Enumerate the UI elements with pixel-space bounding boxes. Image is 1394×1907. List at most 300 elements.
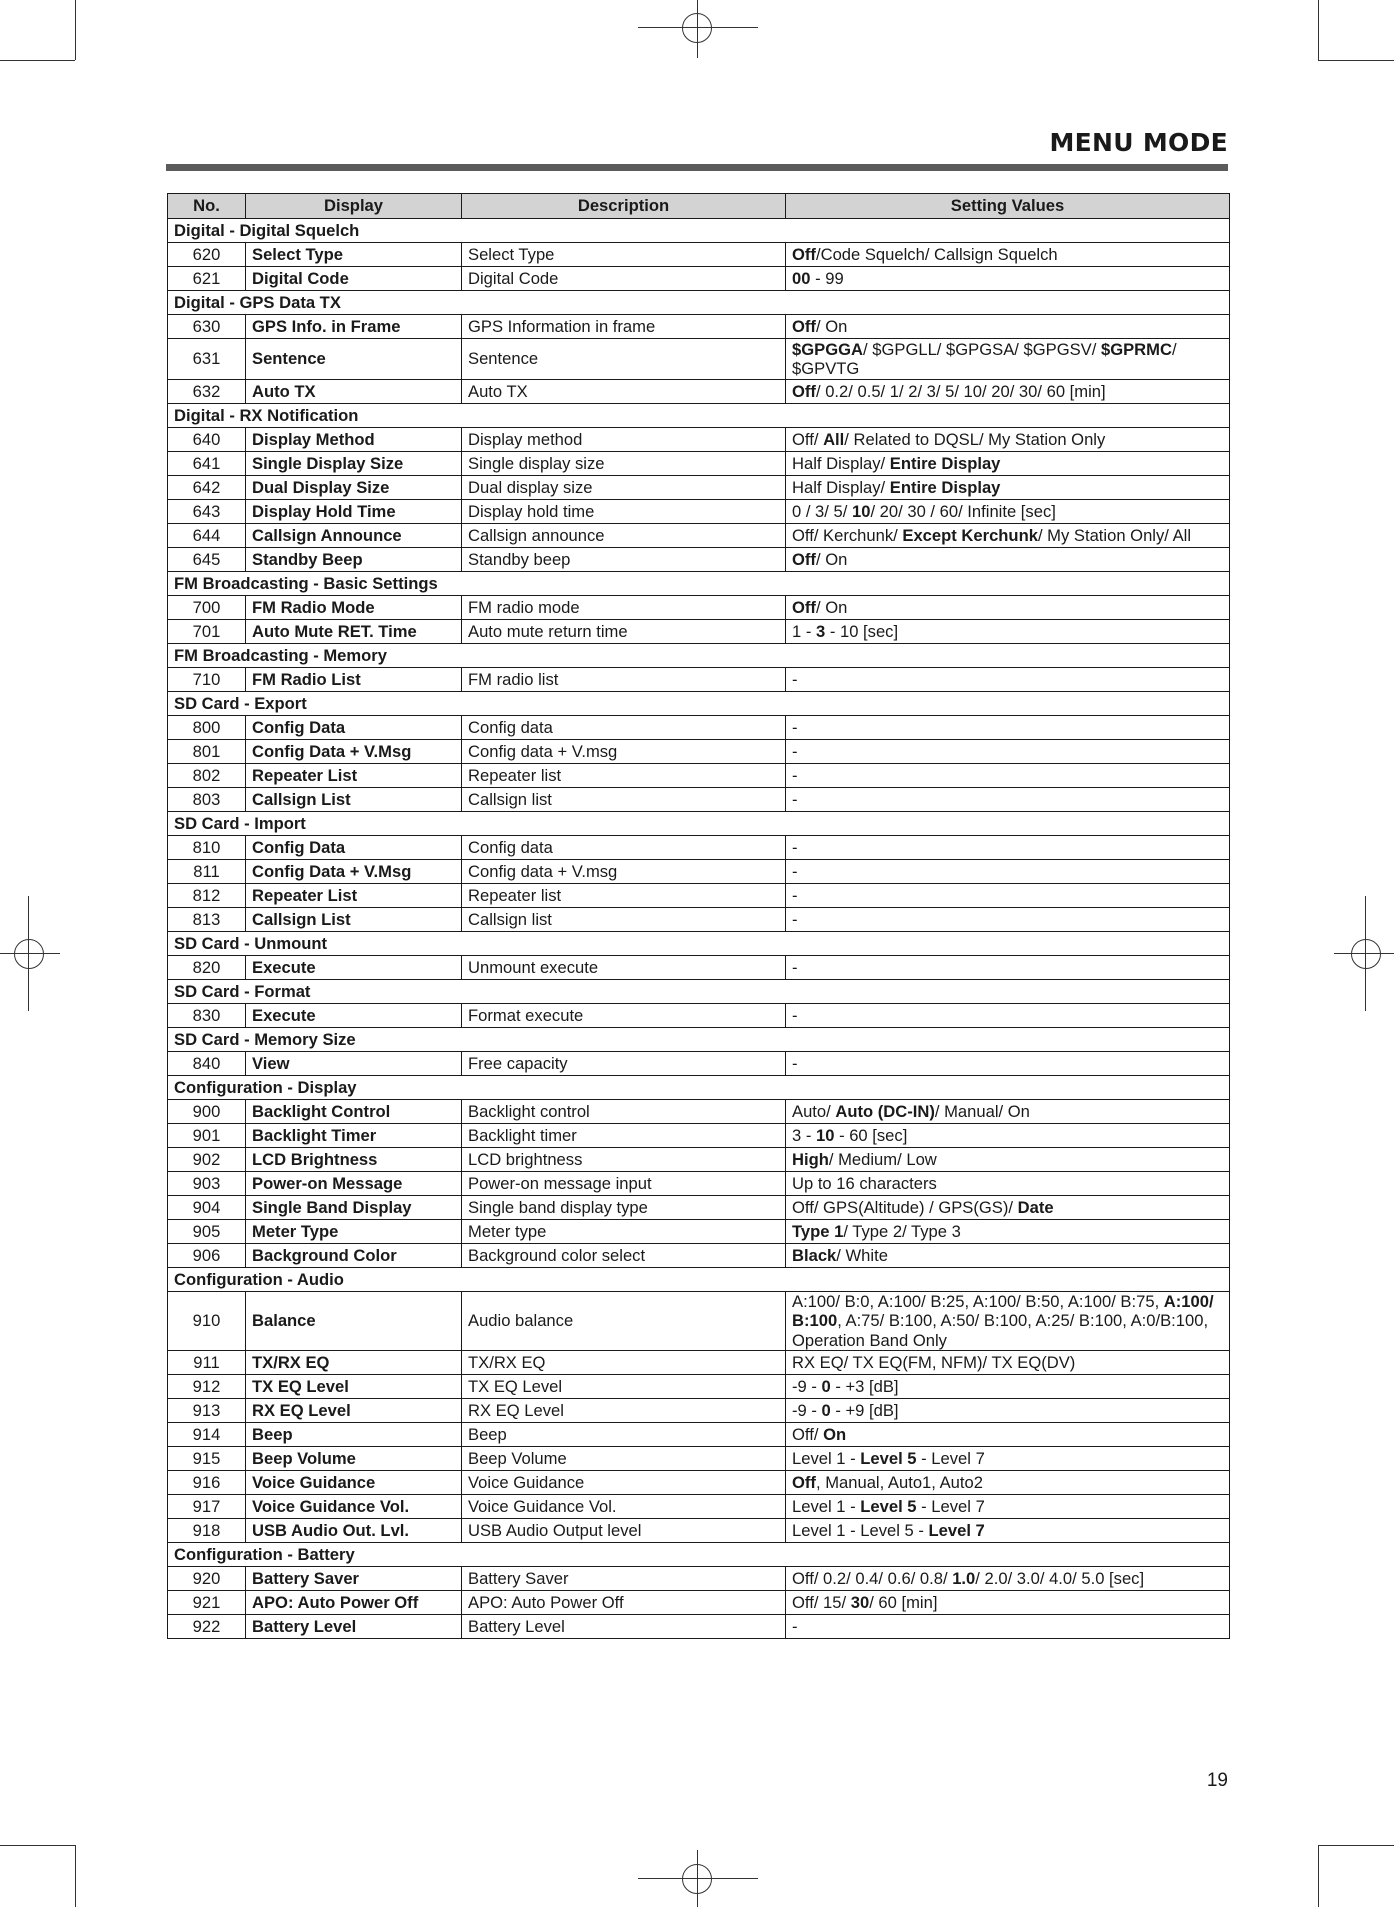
description-cell: TX/RX EQ <box>462 1351 786 1375</box>
menu-number-cell: 830 <box>168 1004 246 1028</box>
setting-values-cell <box>786 740 1230 764</box>
display-name-cell: Execute <box>246 1004 462 1028</box>
value-text: - <box>792 861 798 881</box>
value-text: / On <box>815 549 848 569</box>
setting-values-cell <box>786 1423 1230 1447</box>
menu-number-cell: 800 <box>168 716 246 740</box>
setting-values-cell <box>786 1100 1230 1124</box>
section-row <box>168 404 1230 428</box>
default-value: 00 <box>792 268 811 288</box>
default-value: Except Kerchunk <box>902 525 1038 545</box>
section-title: Digital - Digital Squelch <box>168 219 1230 243</box>
menu-number-cell: 641 <box>168 452 246 476</box>
menu-number-cell: 803 <box>168 788 246 812</box>
description-cell: TX EQ Level <box>462 1375 786 1399</box>
menu-number-cell: 630 <box>168 315 246 339</box>
default-value: 0 <box>821 1376 831 1396</box>
menu-number-cell: 912 <box>168 1375 246 1399</box>
setting-values-cell <box>786 1471 1230 1495</box>
description-cell: Free capacity <box>462 1052 786 1076</box>
description-cell: Display method <box>462 428 786 452</box>
display-name-cell: Execute <box>246 956 462 980</box>
default-value: Level 7 <box>928 1520 985 1540</box>
value-text: Up to 16 characters <box>792 1173 937 1193</box>
section-row <box>168 219 1230 243</box>
description-cell: Callsign list <box>462 788 786 812</box>
table-row <box>168 1495 1230 1519</box>
menu-number-cell: 900 <box>168 1100 246 1124</box>
description-cell: Repeater list <box>462 764 786 788</box>
display-name-cell: Single Display Size <box>246 452 462 476</box>
value-text: 0 / 3/ 5/ <box>792 501 852 521</box>
setting-values-cell <box>786 1124 1230 1148</box>
section-row <box>168 572 1230 596</box>
section-title: SD Card - Import <box>168 812 1230 836</box>
menu-number-cell: 643 <box>168 500 246 524</box>
table-row <box>168 315 1230 339</box>
menu-number-cell: 632 <box>168 380 246 404</box>
section-title: Configuration - Battery <box>168 1543 1230 1567</box>
default-value: Black <box>792 1245 837 1265</box>
setting-values-cell <box>786 1148 1230 1172</box>
display-name-cell: FM Radio List <box>246 668 462 692</box>
setting-values-cell <box>786 1519 1230 1543</box>
section-row <box>168 1076 1230 1100</box>
description-cell: Unmount execute <box>462 956 786 980</box>
setting-values-cell <box>786 860 1230 884</box>
table-row <box>168 1172 1230 1196</box>
setting-values-cell <box>786 716 1230 740</box>
section-title: FM Broadcasting - Basic Settings <box>168 572 1230 596</box>
menu-number-cell: 644 <box>168 524 246 548</box>
value-text: - +9 [dB] <box>830 1400 899 1420</box>
section-row <box>168 692 1230 716</box>
default-value: 30 <box>850 1592 870 1612</box>
setting-values-cell <box>786 1351 1230 1375</box>
section-title: SD Card - Format <box>168 980 1230 1004</box>
setting-values-cell <box>786 548 1230 572</box>
value-text: Off/ <box>792 1424 824 1444</box>
description-cell: Voice Guidance Vol. <box>462 1495 786 1519</box>
table-row <box>168 740 1230 764</box>
table-row <box>168 1375 1230 1399</box>
table-row <box>168 1220 1230 1244</box>
table-row <box>168 1351 1230 1375</box>
menu-number-cell: 916 <box>168 1471 246 1495</box>
value-text: / 20/ 30 / 60/ Infinite [sec] <box>870 501 1056 521</box>
description-cell: Battery Saver <box>462 1567 786 1591</box>
table-row <box>168 1423 1230 1447</box>
description-cell: Power-on message input <box>462 1172 786 1196</box>
setting-values-cell <box>786 1196 1230 1220</box>
default-value: A:100/ B:100 <box>792 1292 1214 1331</box>
value-text: - <box>792 669 798 689</box>
table-row <box>168 476 1230 500</box>
value-text: Level 1 - <box>792 1448 861 1468</box>
description-cell: Beep Volume <box>462 1447 786 1471</box>
display-name-cell: Display Method <box>246 428 462 452</box>
display-name-cell: TX/RX EQ <box>246 1351 462 1375</box>
value-text: Off/ 15/ <box>792 1592 851 1612</box>
default-value: Off <box>792 549 816 569</box>
default-value: 10 <box>815 1125 835 1145</box>
description-cell: Config data + V.msg <box>462 860 786 884</box>
default-value: Off <box>792 316 816 336</box>
setting-values-cell <box>786 267 1230 291</box>
table-header-row <box>168 194 1230 219</box>
section-title: SD Card - Export <box>168 692 1230 716</box>
display-name-cell: Battery Level <box>246 1615 462 1639</box>
table-row <box>168 788 1230 812</box>
menu-number-cell: 911 <box>168 1351 246 1375</box>
value-text: A:100/ B:0, A:100/ B:25, A:100/ B:50, A:100/ B:75, <box>792 1292 1164 1312</box>
table-row <box>168 1196 1230 1220</box>
default-value: High <box>792 1149 829 1169</box>
setting-values-cell <box>786 1220 1230 1244</box>
display-name-cell: APO: Auto Power Off <box>246 1591 462 1615</box>
menu-number-cell: 645 <box>168 548 246 572</box>
description-cell: RX EQ Level <box>462 1399 786 1423</box>
table-row <box>168 267 1230 291</box>
display-name-cell: Auto Mute RET. Time <box>246 620 462 644</box>
table-row <box>168 1447 1230 1471</box>
setting-values-cell <box>786 1615 1230 1639</box>
table-row <box>168 1124 1230 1148</box>
default-value: Off <box>792 381 816 401</box>
description-cell: APO: Auto Power Off <box>462 1591 786 1615</box>
table-row <box>168 1567 1230 1591</box>
display-name-cell: Voice Guidance <box>246 1471 462 1495</box>
table-row <box>168 668 1230 692</box>
value-text: Level 1 - <box>792 1496 861 1516</box>
value-text: - 10 [sec] <box>825 621 899 641</box>
menu-number-cell: 917 <box>168 1495 246 1519</box>
setting-values-cell <box>786 339 1230 380</box>
menu-number-cell: 802 <box>168 764 246 788</box>
table-row <box>168 1148 1230 1172</box>
setting-values-cell <box>786 315 1230 339</box>
display-name-cell: Repeater List <box>246 884 462 908</box>
description-cell: Display hold time <box>462 500 786 524</box>
table-row <box>168 524 1230 548</box>
menu-number-cell: 810 <box>168 836 246 860</box>
table-row <box>168 1591 1230 1615</box>
menu-number-cell: 813 <box>168 908 246 932</box>
setting-values-cell <box>786 1375 1230 1399</box>
default-value: On <box>823 1424 847 1444</box>
table-row <box>168 1519 1230 1543</box>
menu-number-cell: 640 <box>168 428 246 452</box>
display-name-cell: Dual Display Size <box>246 476 462 500</box>
table-row <box>168 1399 1230 1423</box>
value-text: Half Display/ <box>792 453 890 473</box>
table-row <box>168 428 1230 452</box>
value-text: / 0.2/ 0.5/ 1/ 2/ 3/ 5/ 10/ 20/ 30/ 60 [min] <box>815 381 1106 401</box>
menu-number-cell: 905 <box>168 1220 246 1244</box>
description-cell: FM radio mode <box>462 596 786 620</box>
section-title: Digital - GPS Data TX <box>168 291 1230 315</box>
value-text: RX EQ/ TX EQ(FM, NFM)/ TX EQ(DV) <box>792 1352 1076 1372</box>
section-row <box>168 1028 1230 1052</box>
section-row <box>168 1268 1230 1292</box>
menu-number-cell: 642 <box>168 476 246 500</box>
value-text: - <box>792 1053 798 1073</box>
default-value: $GPGGA <box>792 339 864 359</box>
setting-values-cell <box>786 1004 1230 1028</box>
default-value: 3 <box>815 621 826 641</box>
column-header-description: Description <box>462 194 786 219</box>
column-header-no: No. <box>168 194 246 219</box>
value-text: Off/ 0.2/ 0.4/ 0.6/ 0.8/ <box>792 1568 953 1588</box>
setting-values-cell <box>786 668 1230 692</box>
value-text: -9 - <box>792 1376 822 1396</box>
default-value: All <box>823 429 845 449</box>
table-row <box>168 1004 1230 1028</box>
display-name-cell: Backlight Timer <box>246 1124 462 1148</box>
display-name-cell: Voice Guidance Vol. <box>246 1495 462 1519</box>
title-rule <box>166 164 1228 171</box>
table-row <box>168 1052 1230 1076</box>
setting-values-cell <box>786 620 1230 644</box>
value-text: / On <box>815 597 848 617</box>
value-text: / $GPGLL/ $GPGSA/ $GPGSV/ <box>863 339 1101 359</box>
display-name-cell: Beep <box>246 1423 462 1447</box>
menu-number-cell: 631 <box>168 339 246 380</box>
setting-values-cell <box>786 1567 1230 1591</box>
value-text: - 99 <box>810 268 844 288</box>
section-row <box>168 980 1230 1004</box>
value-text: / $GPVTG <box>792 339 1177 378</box>
table-row <box>168 956 1230 980</box>
display-name-cell: USB Audio Out. Lvl. <box>246 1519 462 1543</box>
display-name-cell: TX EQ Level <box>246 1375 462 1399</box>
section-title: Configuration - Display <box>168 1076 1230 1100</box>
table-row <box>168 452 1230 476</box>
description-cell: Single display size <box>462 452 786 476</box>
description-cell: USB Audio Output level <box>462 1519 786 1543</box>
display-name-cell: Callsign List <box>246 788 462 812</box>
display-name-cell: Select Type <box>246 243 462 267</box>
display-name-cell: Config Data <box>246 716 462 740</box>
value-text: - <box>792 957 798 977</box>
value-text: / On <box>815 316 848 336</box>
value-text: / Manual/ On <box>934 1101 1030 1121</box>
display-name-cell: Config Data <box>246 836 462 860</box>
table-row <box>168 1292 1230 1351</box>
table-row <box>168 548 1230 572</box>
description-cell: Meter type <box>462 1220 786 1244</box>
setting-values-cell <box>786 1172 1230 1196</box>
setting-values-cell <box>786 500 1230 524</box>
value-text: Half Display/ <box>792 477 890 497</box>
setting-values-cell <box>786 428 1230 452</box>
value-text: Level 1 - Level 5 - <box>792 1520 929 1540</box>
section-row <box>168 932 1230 956</box>
menu-number-cell: 620 <box>168 243 246 267</box>
page-number: 19 <box>1206 1770 1228 1791</box>
setting-values-cell <box>786 243 1230 267</box>
page-title: MENU MODE <box>1049 128 1228 157</box>
description-cell: Auto mute return time <box>462 620 786 644</box>
table-row <box>168 884 1230 908</box>
default-value: Entire Display <box>889 453 1001 473</box>
display-name-cell: Beep Volume <box>246 1447 462 1471</box>
value-text: / My Station Only/ All <box>1037 525 1192 545</box>
default-value: 1.0 <box>952 1568 976 1588</box>
default-value: Date <box>1017 1197 1054 1217</box>
setting-values-cell <box>786 1495 1230 1519</box>
value-text: - <box>792 789 798 809</box>
menu-number-cell: 902 <box>168 1148 246 1172</box>
default-value: Off <box>792 1472 816 1492</box>
menu-number-cell: 820 <box>168 956 246 980</box>
table-row <box>168 1244 1230 1268</box>
value-text: / Type 2/ Type 3 <box>843 1221 961 1241</box>
section-title: Digital - RX Notification <box>168 404 1230 428</box>
display-name-cell: Balance <box>246 1292 462 1351</box>
value-text: / White <box>836 1245 888 1265</box>
display-name-cell: Config Data + V.Msg <box>246 740 462 764</box>
default-value: Level 5 <box>860 1448 917 1468</box>
table-row <box>168 500 1230 524</box>
menu-number-cell: 922 <box>168 1615 246 1639</box>
section-row <box>168 812 1230 836</box>
setting-values-cell <box>786 596 1230 620</box>
description-cell: Auto TX <box>462 380 786 404</box>
description-cell: Config data <box>462 836 786 860</box>
description-cell: Callsign announce <box>462 524 786 548</box>
setting-values-cell <box>786 1292 1230 1351</box>
menu-number-cell: 913 <box>168 1399 246 1423</box>
value-text: Off/ Kerchunk/ <box>792 525 903 545</box>
description-cell: Select Type <box>462 243 786 267</box>
table-row <box>168 620 1230 644</box>
menu-number-cell: 903 <box>168 1172 246 1196</box>
description-cell: Dual display size <box>462 476 786 500</box>
description-cell: Single band display type <box>462 1196 786 1220</box>
display-name-cell: GPS Info. in Frame <box>246 315 462 339</box>
value-text: , Manual, Auto1, Auto2 <box>815 1472 983 1492</box>
menu-number-cell: 812 <box>168 884 246 908</box>
value-text: - Level 7 <box>916 1496 985 1516</box>
menu-number-cell: 904 <box>168 1196 246 1220</box>
section-title: SD Card - Memory Size <box>168 1028 1230 1052</box>
value-text: / 60 [min] <box>869 1592 938 1612</box>
description-cell: Beep <box>462 1423 786 1447</box>
display-name-cell: FM Radio Mode <box>246 596 462 620</box>
display-name-cell: Config Data + V.Msg <box>246 860 462 884</box>
table-row <box>168 339 1230 380</box>
table-row <box>168 1100 1230 1124</box>
value-text: - <box>792 885 798 905</box>
menu-number-cell: 914 <box>168 1423 246 1447</box>
section-title: SD Card - Unmount <box>168 932 1230 956</box>
setting-values-cell <box>786 524 1230 548</box>
table-row <box>168 243 1230 267</box>
value-text: , A:75/ B:100, A:50/ B:100, A:25/ B:100, A:0/B:100, Operation Band Only <box>792 1311 1209 1350</box>
menu-number-cell: 811 <box>168 860 246 884</box>
column-header-display: Display <box>246 194 462 219</box>
default-value: Off <box>792 244 816 264</box>
table-row <box>168 380 1230 404</box>
value-text: -9 - <box>792 1400 822 1420</box>
value-text: 1 - <box>792 621 816 641</box>
setting-values-cell <box>786 956 1230 980</box>
value-text: - +3 [dB] <box>830 1376 899 1396</box>
value-text: / Related to DQSL/ My Station Only <box>844 429 1106 449</box>
display-name-cell: Sentence <box>246 339 462 380</box>
description-cell: Format execute <box>462 1004 786 1028</box>
setting-values-cell <box>786 476 1230 500</box>
value-text: - <box>792 1005 798 1025</box>
value-text: - <box>792 741 798 761</box>
description-cell: Audio balance <box>462 1292 786 1351</box>
description-cell: Config data + V.msg <box>462 740 786 764</box>
display-name-cell: LCD Brightness <box>246 1148 462 1172</box>
menu-number-cell: 621 <box>168 267 246 291</box>
default-value: $GPRMC <box>1100 339 1172 359</box>
display-name-cell: RX EQ Level <box>246 1399 462 1423</box>
display-name-cell: Callsign Announce <box>246 524 462 548</box>
setting-values-cell <box>786 1244 1230 1268</box>
display-name-cell: Background Color <box>246 1244 462 1268</box>
menu-number-cell: 918 <box>168 1519 246 1543</box>
display-name-cell: Backlight Control <box>246 1100 462 1124</box>
display-name-cell: Auto TX <box>246 380 462 404</box>
setting-values-cell <box>786 884 1230 908</box>
table-row <box>168 908 1230 932</box>
description-cell: Backlight control <box>462 1100 786 1124</box>
column-header-setting-values: Setting Values <box>786 194 1230 219</box>
value-text: Off/ GPS(Altitude) / GPS(GS)/ <box>792 1197 1018 1217</box>
menu-number-cell: 710 <box>168 668 246 692</box>
display-name-cell: Standby Beep <box>246 548 462 572</box>
display-name-cell: Display Hold Time <box>246 500 462 524</box>
description-cell: Standby beep <box>462 548 786 572</box>
display-name-cell: Callsign List <box>246 908 462 932</box>
setting-values-cell <box>786 1052 1230 1076</box>
menu-number-cell: 701 <box>168 620 246 644</box>
table-row <box>168 860 1230 884</box>
setting-values-cell <box>786 452 1230 476</box>
setting-values-cell <box>786 836 1230 860</box>
table-row <box>168 836 1230 860</box>
setting-values-cell <box>786 764 1230 788</box>
setting-values-cell <box>786 1591 1230 1615</box>
menu-number-cell: 915 <box>168 1447 246 1471</box>
value-text: 3 - <box>792 1125 816 1145</box>
value-text: - <box>792 765 798 785</box>
table-row <box>168 1615 1230 1639</box>
value-text: / Medium/ Low <box>828 1149 937 1169</box>
table-row <box>168 716 1230 740</box>
default-value: Entire Display <box>889 477 1001 497</box>
description-cell: Repeater list <box>462 884 786 908</box>
section-title: Configuration - Audio <box>168 1268 1230 1292</box>
default-value: Level 5 <box>860 1496 917 1516</box>
description-cell: Battery Level <box>462 1615 786 1639</box>
value-text: / 2.0/ 3.0/ 4.0/ 5.0 [sec] <box>975 1568 1145 1588</box>
description-cell: Voice Guidance <box>462 1471 786 1495</box>
table-row <box>168 1471 1230 1495</box>
section-row <box>168 1543 1230 1567</box>
description-cell: Digital Code <box>462 267 786 291</box>
value-text: - Level 7 <box>916 1448 985 1468</box>
menu-number-cell: 910 <box>168 1292 246 1351</box>
description-cell: GPS Information in frame <box>462 315 786 339</box>
display-name-cell: Power-on Message <box>246 1172 462 1196</box>
setting-values-cell <box>786 788 1230 812</box>
